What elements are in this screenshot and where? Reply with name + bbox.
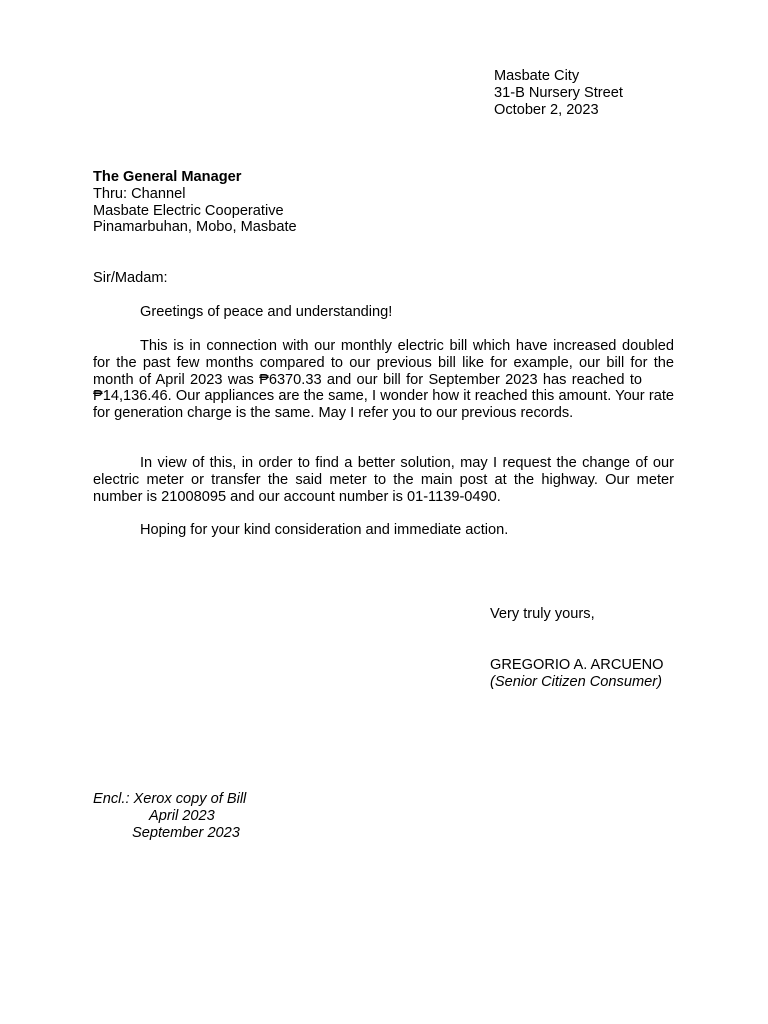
recipient-address-block	[93, 169, 297, 236]
enclosure-label: Encl.: Xerox copy of Bill	[93, 791, 247, 807]
closing-paragraph: Hoping for your kind consideration and immediate action.	[140, 522, 509, 538]
letter-date: October 2, 2023	[494, 101, 599, 118]
sender-address-block	[494, 68, 623, 118]
recipient-name: The General Manager	[93, 169, 242, 185]
connection-text-part-1: This is in connection with our monthly electric bill which have increased doubled for the past few months compared to our previous bill like for example, our bill for the month of April 2023 was ₱6370.33 and our bill for September 2023 has reached to	[93, 338, 674, 388]
recipient-thru: Thru: Channel	[93, 185, 186, 202]
recipient-organization: Masbate Electric Cooperative	[93, 202, 284, 219]
complimentary-close: Very truly yours,	[490, 606, 595, 622]
request-paragraph: In view of this, in order to find a better solution, may I request the change of our electric meter or transfer the said meter to the main post at the highway. Our meter number is 21008095 and our account number is 01-1139-0490.	[93, 455, 674, 505]
sender-street: 31-B Nursery Street	[494, 84, 623, 101]
sender-city: Masbate City	[494, 68, 580, 84]
signer-title: (Senior Citizen Consumer)	[490, 673, 662, 690]
salutation: Sir/Madam:	[93, 270, 168, 286]
enclosure-item: September 2023	[132, 824, 240, 841]
enclosure-item: April 2023	[149, 807, 215, 824]
greeting-paragraph: Greetings of peace and understanding!	[140, 304, 393, 320]
connection-paragraph	[93, 338, 674, 422]
signer-name: GREGORIO A. ARCUENO	[490, 657, 664, 673]
enclosure-block	[93, 791, 246, 841]
recipient-address: Pinamarbuhan, Mobo, Masbate	[93, 219, 297, 236]
connection-text-part-2: ₱14,136.46. Our appliances are the same, I wonder how it reached this amount. Your rate for generation charge is the same. May I refer you to our previous records.	[93, 388, 674, 422]
signature-block	[490, 657, 664, 691]
